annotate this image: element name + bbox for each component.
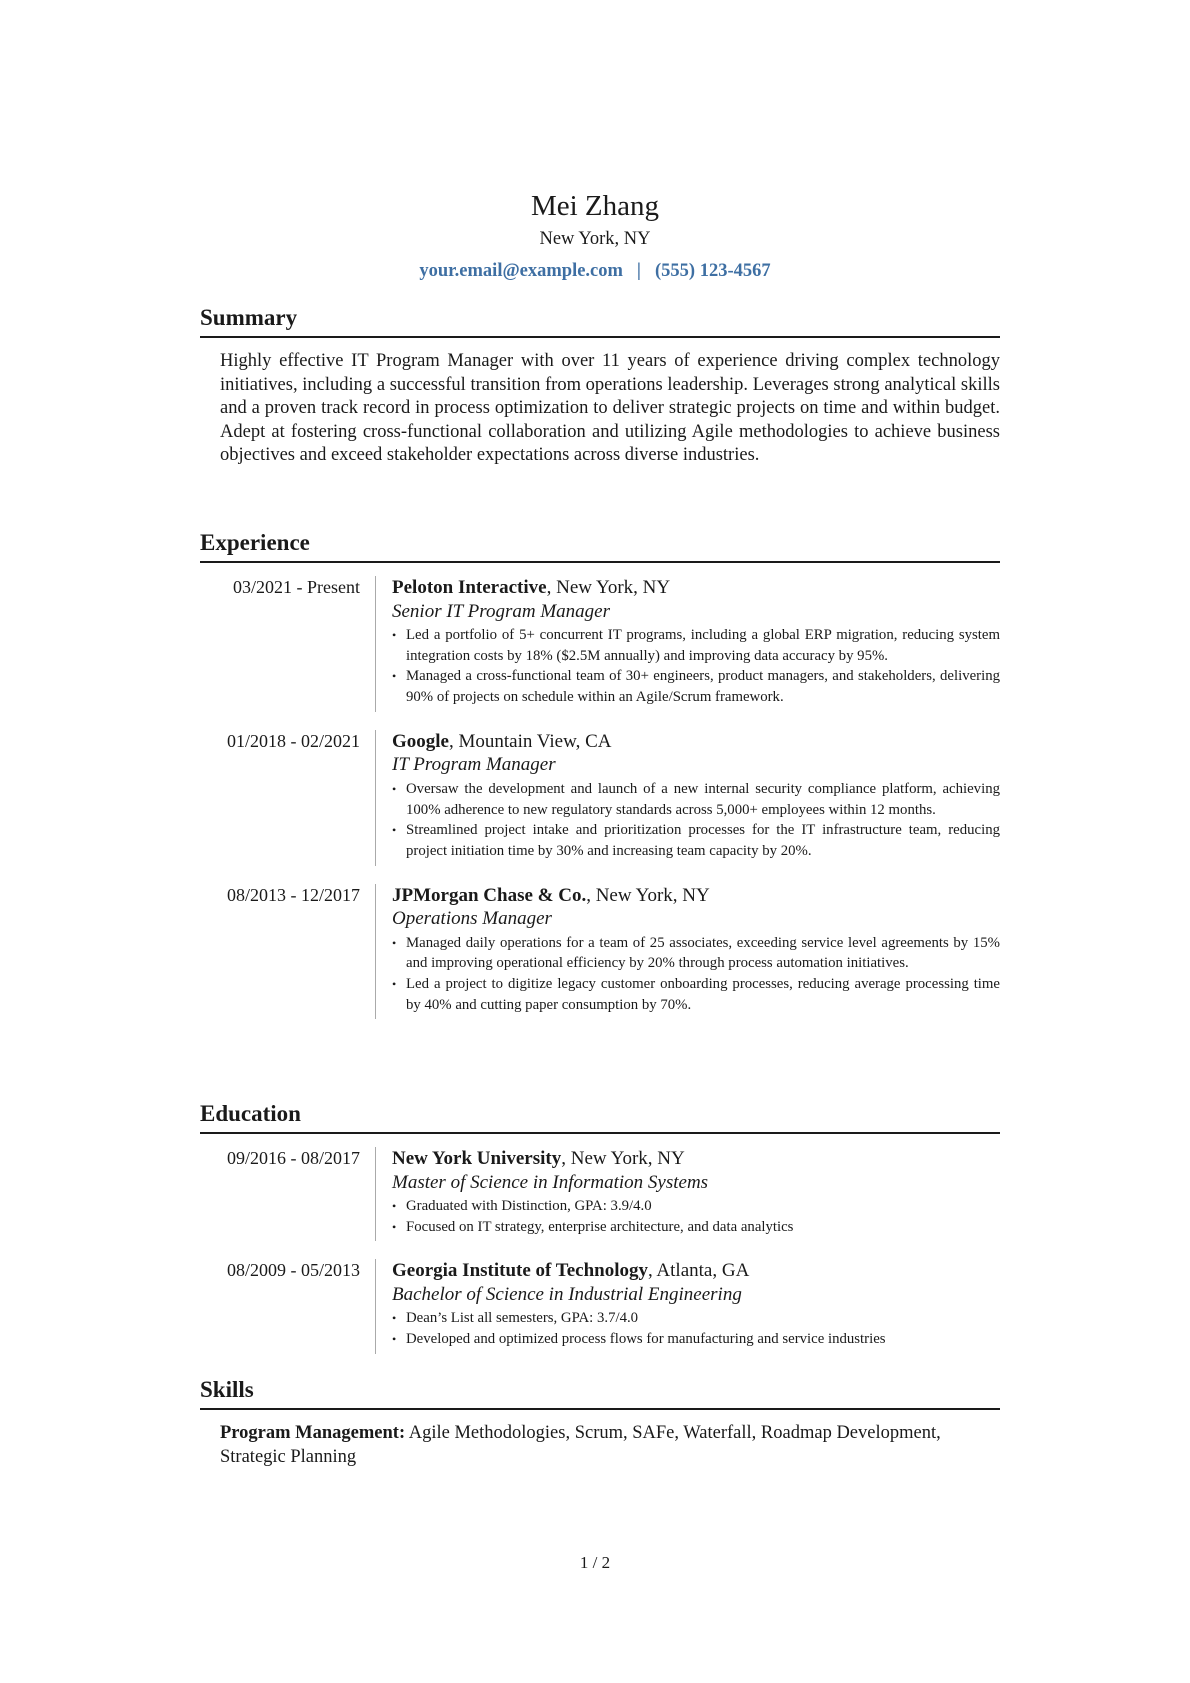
summary-text: Highly effective IT Program Manager with over 11 years of experience driving complex technology initiatives, including a successful transition from operations leadership. Leverages strong analytical skills and a proven track record in process optimization to deliver strategic projects on time and within budget. Adept at fostering cross-functional collaboration and utilizing Agile methodologies to achieve business objectives and exceed stakeholder expectations across diverse industries.	[220, 351, 1000, 465]
organization-name: Google	[392, 730, 449, 752]
summary-heading: Summary	[200, 305, 298, 330]
entry-degree: Bachelor of Science in Industrial Engineering	[392, 1283, 742, 1305]
entry-bullets	[392, 1196, 1000, 1237]
bullet-item: • Managed a cross-functional team of 30+ engineers, product managers, and stakeholders, delivering 90% of projects on schedule within an Agile/Scrum framework.	[392, 666, 1000, 707]
summary-section	[200, 303, 1000, 468]
bullet-item: • Graduated with Distinction, GPA: 3.9/4.0	[392, 1196, 1000, 1217]
section-divider	[200, 561, 1000, 563]
skills-heading: Skills	[200, 1377, 254, 1402]
organization-name: Georgia Institute of Technology	[392, 1260, 648, 1282]
education-entry	[200, 1147, 1000, 1241]
entry-organization	[392, 884, 1000, 908]
organization-name: New York University	[392, 1148, 562, 1169]
organization-location: , New York, NY	[586, 884, 710, 906]
section-divider	[200, 1408, 1000, 1410]
entry-organization	[392, 1147, 1000, 1171]
entry-dates: 01/2018 - 02/2021	[227, 730, 360, 751]
contact-line	[0, 258, 1190, 284]
organization-location: , New York, NY	[546, 577, 671, 598]
bullet-item: • Oversaw the development and launch of a new internal security compliance platform, achieving 100% adherence to new regulatory standards across 5,000+ employees within 12 months.	[392, 779, 1000, 820]
organization-name: JPMorgan Chase & Co.	[392, 884, 587, 906]
education-entry	[200, 1259, 1000, 1353]
bullet-item: • Focused on IT strategy, enterprise architecture, and data analytics	[392, 1217, 1000, 1238]
skills-section	[200, 1375, 1000, 1469]
entry-organization	[392, 576, 1000, 600]
bullet-item: • Managed daily operations for a team of 25 associates, exceeding service level agreements by 15% and improving operational efficiency by 20% through process automation initiatives.	[392, 933, 1000, 974]
entry-degree: Master of Science in Information Systems	[392, 1171, 709, 1193]
entry-dates: 08/2013 - 12/2017	[227, 884, 360, 905]
candidate-location: New York, NY	[539, 229, 651, 249]
bullet-item: • Dean’s List all semesters, GPA: 3.7/4.0	[392, 1308, 1000, 1329]
experience-entry	[200, 576, 1000, 712]
email-link[interactable]: your.email@example.com	[419, 261, 623, 281]
bullet-item: • Led a portfolio of 5+ concurrent IT programs, including a global ERP migration, reducing system integration costs by 18% ($2.5M annually) and improving data accuracy by 95%.	[392, 625, 1000, 666]
resume-header	[0, 188, 1190, 284]
section-divider	[200, 1132, 1000, 1134]
organization-location: , New York, NY	[561, 1148, 685, 1169]
candidate-name: Mei Zhang	[530, 190, 660, 222]
entry-bullets	[392, 625, 1000, 708]
phone-link[interactable]: (555) 123-4567	[655, 261, 771, 281]
entry-role: Senior IT Program Manager	[392, 600, 610, 622]
entry-dates: 08/2009 - 05/2013	[227, 1260, 360, 1281]
entry-body	[375, 730, 1000, 866]
experience-heading: Experience	[200, 530, 310, 555]
entry-body	[375, 576, 1000, 712]
skills-line	[220, 1422, 1000, 1469]
experience-entry	[200, 884, 1000, 1020]
entry-bullets	[392, 933, 1000, 1016]
entry-dates: 03/2021 - Present	[233, 577, 360, 597]
entry-bullets	[392, 1308, 1000, 1349]
bullet-item: • Developed and optimized process flows for manufacturing and service industries	[392, 1329, 1000, 1350]
experience-section	[200, 528, 1000, 1019]
entry-organization	[392, 730, 1000, 754]
entry-body	[375, 884, 1000, 1020]
contact-separator: |	[636, 261, 641, 281]
page-number: 1 / 2	[579, 1553, 611, 1572]
skills-category: Program Management:	[220, 1423, 406, 1443]
entry-dates: 09/2016 - 08/2017	[227, 1148, 360, 1168]
organization-name: Peloton Interactive	[392, 577, 547, 598]
experience-entry	[200, 730, 1000, 866]
skills-list: Agile Methodologies, Scrum, SAFe, Waterfall, Roadmap Development, Strategic Planning	[220, 1423, 941, 1467]
entry-role: IT Program Manager	[392, 754, 556, 776]
bullet-item: • Streamlined project intake and prioritization processes for the IT infrastructure team, reducing project initiation time by 30% and increasing team capacity by 20%.	[392, 820, 1000, 861]
entry-role: Operations Manager	[392, 908, 552, 930]
section-divider	[200, 336, 1000, 338]
education-section	[200, 1099, 1000, 1354]
organization-location: , Atlanta, GA	[647, 1260, 750, 1282]
entry-organization	[392, 1259, 1000, 1283]
entry-bullets	[392, 779, 1000, 862]
organization-location: , Mountain View, CA	[449, 730, 612, 752]
entry-body	[375, 1259, 1000, 1353]
entry-body	[375, 1147, 1000, 1241]
education-heading: Education	[200, 1101, 301, 1126]
bullet-item: • Led a project to digitize legacy customer onboarding processes, reducing average processing time by 40% and cutting paper consumption by 70%.	[392, 974, 1000, 1015]
